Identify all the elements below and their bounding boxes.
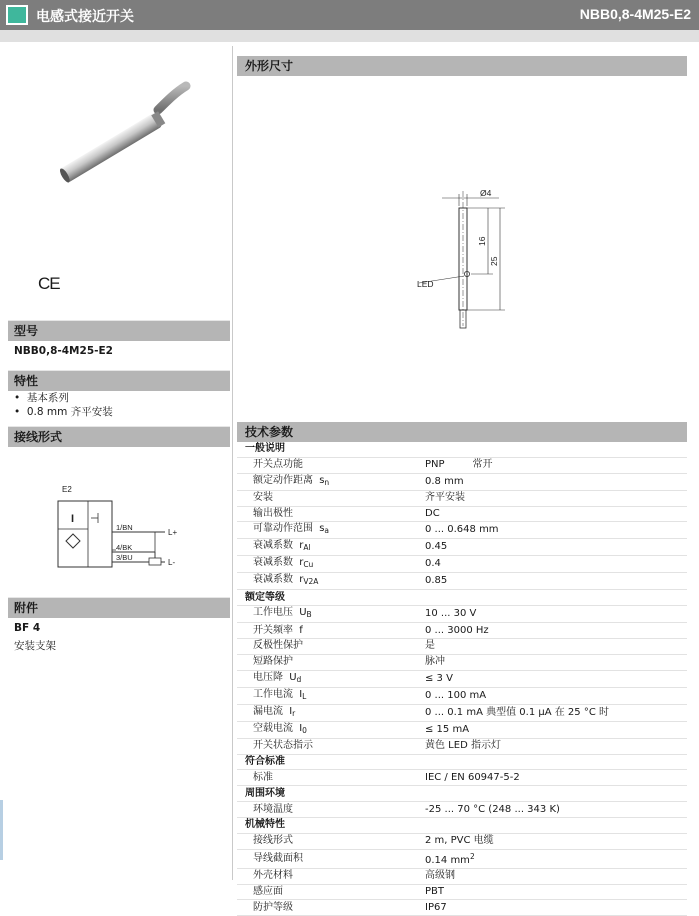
spec-parameter-label: 工作电压 [253,607,293,619]
spec-value-text: 0 ... 3000 Hz [425,624,489,636]
spec-value [425,721,687,738]
spec-group-title: 周围环境 [237,786,687,802]
spec-row [237,704,687,721]
spec-parameter [237,473,425,490]
spec-row [237,522,687,539]
pin-4-label: 4/BK [116,543,133,552]
spec-value [425,654,687,670]
pin-3-label: 3/BU [116,553,133,562]
spec-symbol: I [289,705,293,717]
spec-parameter-label: 接线形式 [253,835,293,847]
coil-label: I [71,513,75,525]
accessories-heading: 附件 [8,597,230,618]
spec-symbol-subscript: a [324,526,330,536]
spec-parameter-label: 衰减系数 [253,540,293,552]
spec-row [237,687,687,704]
spec-parameter-label: 标准 [253,771,273,783]
spec-row [237,606,687,623]
document-title: 电感式接近开关 [36,9,134,25]
spec-value-text: IEC / EN 60947-5-2 [425,771,520,783]
spec-value-text: 齐平安装 [425,492,465,504]
spec-value-text: 0.45 [425,541,448,553]
spec-parameter-label: 开关点功能 [253,459,303,471]
spec-parameter [237,721,425,738]
spec-value-text: ≤ 15 mA [425,723,470,735]
spec-row [237,770,687,786]
dimensions-section [237,56,687,336]
spec-value-text: 黄色 LED 指示灯 [425,740,501,752]
spec-group-row [237,442,687,457]
spec-symbol-subscript: Cu [303,560,314,570]
spec-parameter-label: 电压降 [253,671,283,683]
spec-value [425,802,687,818]
spec-row [237,833,687,849]
spec-parameter [237,868,425,884]
spec-parameter [237,654,425,670]
spec-row [237,654,687,670]
spec-parameter [237,506,425,522]
dimension-25-label: 25 [489,256,499,266]
title-bar [0,0,699,30]
spec-row [237,490,687,506]
spec-group-title: 一般说明 [237,442,687,457]
spec-value [425,539,687,556]
spec-parameter [237,490,425,506]
spec-row [237,802,687,818]
spec-row [237,623,687,639]
spec-parameter-label: 防护等级 [253,901,293,913]
spec-value-text: 0 ... 0.1 mA 典型值 0.1 μA 在 25 °C 时 [425,706,609,718]
spec-value-text: 10 ... 30 V [425,608,477,620]
spec-parameter-label: 安装 [253,492,273,504]
spec-value [425,738,687,754]
spec-value-text: PNP [425,459,445,471]
model-heading: 型号 [8,320,230,341]
spec-value [425,849,687,868]
spec-symbol: r [299,540,304,552]
spec-parameter [237,573,425,590]
spec-row [237,556,687,573]
spec-parameter-label: 环境温度 [253,803,293,815]
spec-symbol: I [299,688,303,700]
spec-value-text: 0.8 mm [425,475,464,487]
spec-row [237,884,687,900]
spec-symbol-subscript: 0 [302,725,307,735]
spec-row [237,849,687,868]
spec-parameter-label: 短路保护 [253,656,293,668]
spec-parameter-label: 额定动作距离 [253,474,313,486]
spec-parameter [237,457,425,473]
product-model-title: NBB0,8-4M25-E2 [579,6,691,22]
spec-value [425,868,687,884]
spec-parameter [237,670,425,687]
spec-value [425,506,687,522]
spec-value-text: ≤ 3 V [425,672,453,684]
spec-row [237,473,687,490]
spec-group-title: 额定等级 [237,590,687,606]
spec-symbol-subscript: L [302,691,307,701]
spec-value [425,556,687,573]
spec-value [425,522,687,539]
feature-text: 基本系列 [26,392,69,404]
spec-value [425,457,687,473]
dimensions-heading: 外形尺寸 [237,56,687,76]
column-divider [232,46,233,880]
spec-row [237,573,687,590]
specs-heading: 技术参数 [237,422,687,442]
spec-group-title: 机械特性 [237,817,687,833]
wiring-code: E2 [62,485,72,494]
spec-parameter [237,849,425,868]
spec-value [425,770,687,786]
spec-symbol: r [299,574,304,586]
ce-mark: CE [38,274,60,293]
spec-value [425,833,687,849]
supply-minus-label: L- [168,558,176,567]
spec-value-text: 0 ... 0.648 mm [425,524,499,536]
spec-row [237,506,687,522]
spec-group-row [237,590,687,606]
spec-value-text: 0.14 mm [425,854,470,866]
spec-symbol: s [319,474,325,486]
spec-parameter-label: 导线截面积 [253,852,303,864]
spec-parameter-label: 衰减系数 [253,574,293,586]
spec-symbol-subscript: r [292,708,296,718]
spec-value-secondary: 常开 [472,459,493,471]
spec-parameter-label: 漏电流 [253,705,283,717]
spec-value-text: 脉冲 [425,656,445,668]
spec-value [425,490,687,506]
spec-parameter [237,556,425,573]
spec-value [425,573,687,590]
spec-parameter [237,738,425,754]
spec-symbol-subscript: B [306,610,312,620]
spec-parameter [237,623,425,639]
spec-parameter [237,770,425,786]
spec-parameter-label: 开关状态指示 [253,740,313,752]
spec-parameter [237,704,425,721]
model-value: NBB0,8-4M25-E2 [14,345,113,357]
spec-parameter-label: 空载电流 [253,722,293,734]
spec-symbol-subscript: n [324,477,330,487]
feature-text: 0.8 mm 齐平安装 [26,406,113,418]
spec-row [237,900,687,916]
spec-parameter [237,522,425,539]
led-label: LED [417,279,434,289]
spec-parameter-label: 输出极性 [253,507,293,519]
spec-value [425,606,687,623]
spec-row [237,868,687,884]
spec-parameter [237,687,425,704]
spec-parameter-label: 外壳材料 [253,870,293,882]
wiring-heading: 接线形式 [8,426,230,447]
spec-value [425,704,687,721]
spec-value [425,473,687,490]
spec-parameter-label: 可靠动作范围 [253,523,313,535]
spec-symbol-subscript: Al [303,543,311,553]
margin-mark [0,800,3,860]
spec-symbol: U [299,607,307,619]
spec-symbol: I [299,722,303,734]
spec-value-text: 2 m, PVC 电缆 [425,835,494,847]
spec-parameter-label: 开关频率 [253,624,293,636]
spec-value-text: 0 ... 100 mA [425,689,487,701]
spec-symbol-subscript: d [296,674,302,684]
spec-parameter [237,606,425,623]
spec-parameter-label: 工作电流 [253,688,293,700]
spec-value [425,670,687,687]
accessory-description: 安装支架 [14,640,56,652]
spec-parameter-label: 感应面 [253,885,283,897]
feature-item: • 基本系列 [14,392,69,404]
features-heading: 特性 [8,370,230,391]
spec-symbol-subscript: V2A [303,577,319,587]
spec-row [237,457,687,473]
spec-value-text: 高级钢 [425,870,455,882]
spec-row [237,539,687,556]
spec-symbol: f [299,624,303,636]
spec-row [237,670,687,687]
diameter-label: Ø4 [480,188,492,198]
dimension-drawing [237,76,687,336]
spec-row [237,738,687,754]
spec-value [425,639,687,655]
spec-row [237,721,687,738]
spec-value-text: 0.4 [425,558,441,570]
product-photo [8,42,230,212]
spec-value [425,623,687,639]
spec-value-text: PBT [425,885,444,897]
spec-value-text: IP67 [425,901,447,913]
title-underbar [0,30,699,42]
spec-symbol: s [319,523,325,535]
spec-value [425,687,687,704]
spec-parameter [237,802,425,818]
spec-value-text: -25 ... 70 °C (248 ... 343 K) [425,803,560,815]
spec-group-row [237,786,687,802]
spec-parameter [237,833,425,849]
accessory-name: BF 4 [14,622,41,634]
feature-item: • 0.8 mm 齐平安装 [14,406,113,418]
spec-parameter [237,639,425,655]
spec-group-title: 符合标准 [237,754,687,770]
spec-value [425,900,687,916]
left-column [8,42,230,652]
spec-group-row [237,754,687,770]
spec-symbol: r [299,557,304,569]
spec-parameter-label: 衰减系数 [253,557,293,569]
wiring-diagram [8,478,230,578]
spec-value-text: 0.85 [425,575,448,587]
spec-parameter [237,539,425,556]
spec-value [425,884,687,900]
spec-symbol: U [289,671,297,683]
spec-value-text: DC [425,507,440,519]
supply-plus-label: L+ [168,528,178,537]
spec-value-superscript: 2 [469,851,475,861]
spec-group-row [237,817,687,833]
spec-row [237,639,687,655]
brand-logo [6,5,28,25]
specs-section [237,422,687,916]
specs-table [237,442,687,916]
spec-value-text: 是 [425,640,435,652]
dimension-16-label: 16 [477,236,487,246]
spec-parameter-label: 反极性保护 [253,640,303,652]
spec-parameter [237,900,425,916]
spec-parameter [237,884,425,900]
pin-1-label: 1/BN [116,523,133,532]
